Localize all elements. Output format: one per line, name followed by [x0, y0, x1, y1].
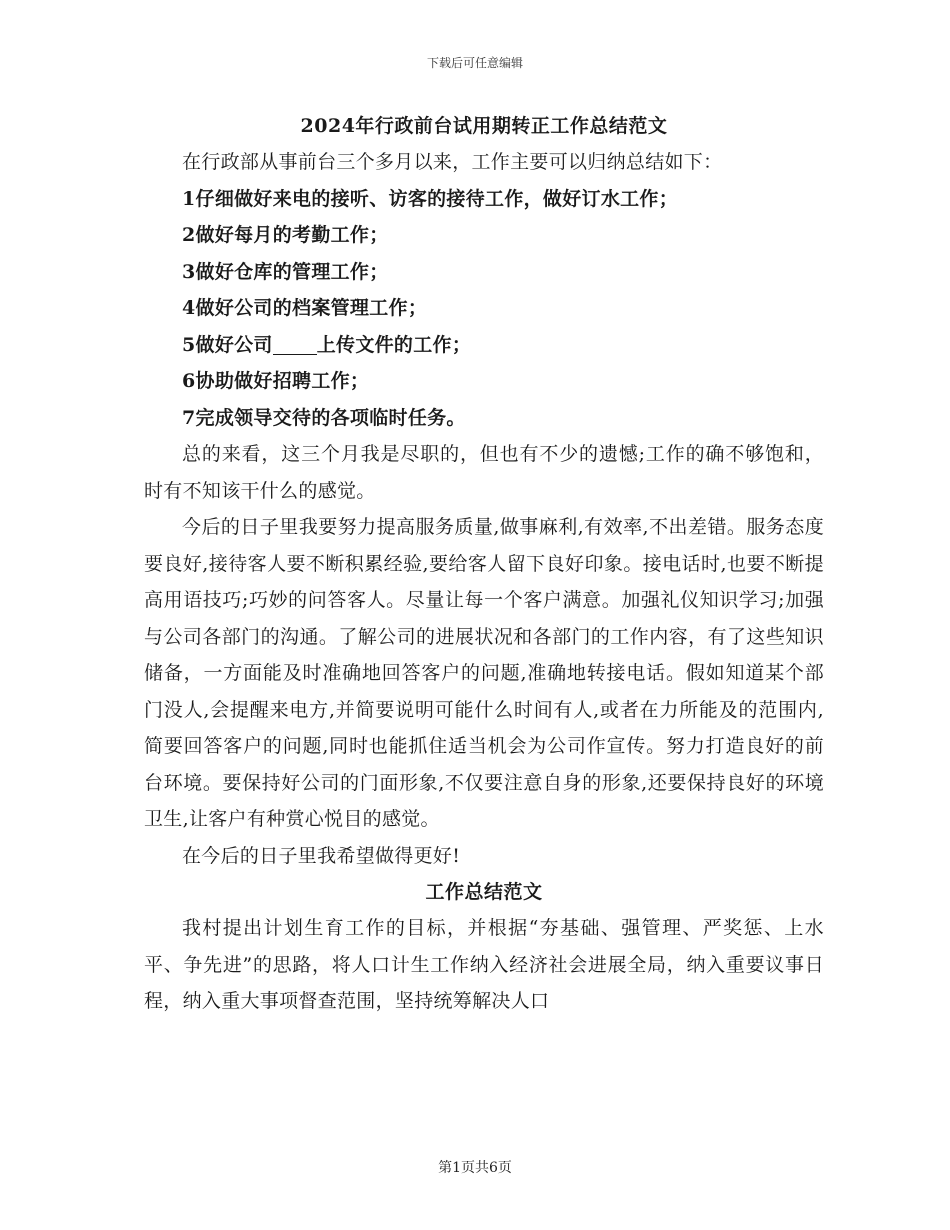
list-item-4: 4做好公司的档案管理工作；	[182, 297, 428, 319]
list-item-5	[144, 327, 824, 364]
list-item-5-suffix: 上传文件的工作；	[316, 333, 472, 356]
page-number: 第1页共6页	[438, 1160, 512, 1176]
closing-paragraph: 在今后的日子里我希望做得更好!	[182, 844, 461, 867]
list-item-3: 3做好仓库的管理工作；	[182, 260, 389, 283]
summary-paragraph: 总的来看，这三个月我是尽职的，但也有不少的遗憾;工作的确不够饱和，时有不知该干什么的感觉。	[144, 443, 824, 502]
list-item-5-prefix: 5做好公司	[182, 333, 273, 356]
section-subtitle: 工作总结范文	[425, 881, 543, 903]
blank-underline	[273, 335, 317, 355]
second-article-paragraph: 我村提出计划生育工作的目标，并根据“夯基础、强管理、严奖惩、上水平、争先进”的思路，将人口计生工作纳入经济社会进展全局，纳入重要议事日程，纳入重大事项督查范围，坚持统筹解决人口	[144, 917, 824, 1012]
future-paragraph: 今后的日子里我要努力提高服务质量,做事麻利,有效率,不出差错。服务态度要良好,接待客人要不断积累经验,要给客人留下良好印象。接电话时,也要不断提高用语技巧;巧妙的问答客人。尽量让每一个客户满意。加强礼仪知识学习;加强与公司各部门的沟通。了解公司的进展状况和各部门的工作内容，有了这些知识储备，一方面能及时准确地回答客户的问题,准确地转接电话。假如知道某个部门没人,会提醒来电方,并简要说明可能什么时间有人,或者在力所能及的范围内,简要回答客户的问题,同时也能抓住适当机会为公司作宣传。努力打造良好的前台环境。要保持好公司的门面形象,不仅要注意自身的形象,还要保持良好的环境卫生,让客户有种赏心悦目的感觉。	[144, 516, 824, 830]
intro-paragraph: 在行政部从事前台三个多月以来，工作主要可以归纳总结如下：	[182, 151, 723, 173]
document-body	[144, 108, 824, 1020]
header-note: 下载后可任意编辑	[426, 56, 523, 70]
document-title: 2024年行政前台试用期转正工作总结范文	[300, 115, 668, 137]
list-item-6: 6协助做好招聘工作；	[182, 370, 370, 392]
list-item-2: 2做好每月的考勤工作；	[182, 224, 389, 246]
list-item-1: 1仔细做好来电的接听、访客的接待工作，做好订水工作；	[182, 187, 679, 210]
list-item-7: 7完成领导交待的各项临时任务。	[182, 406, 466, 429]
